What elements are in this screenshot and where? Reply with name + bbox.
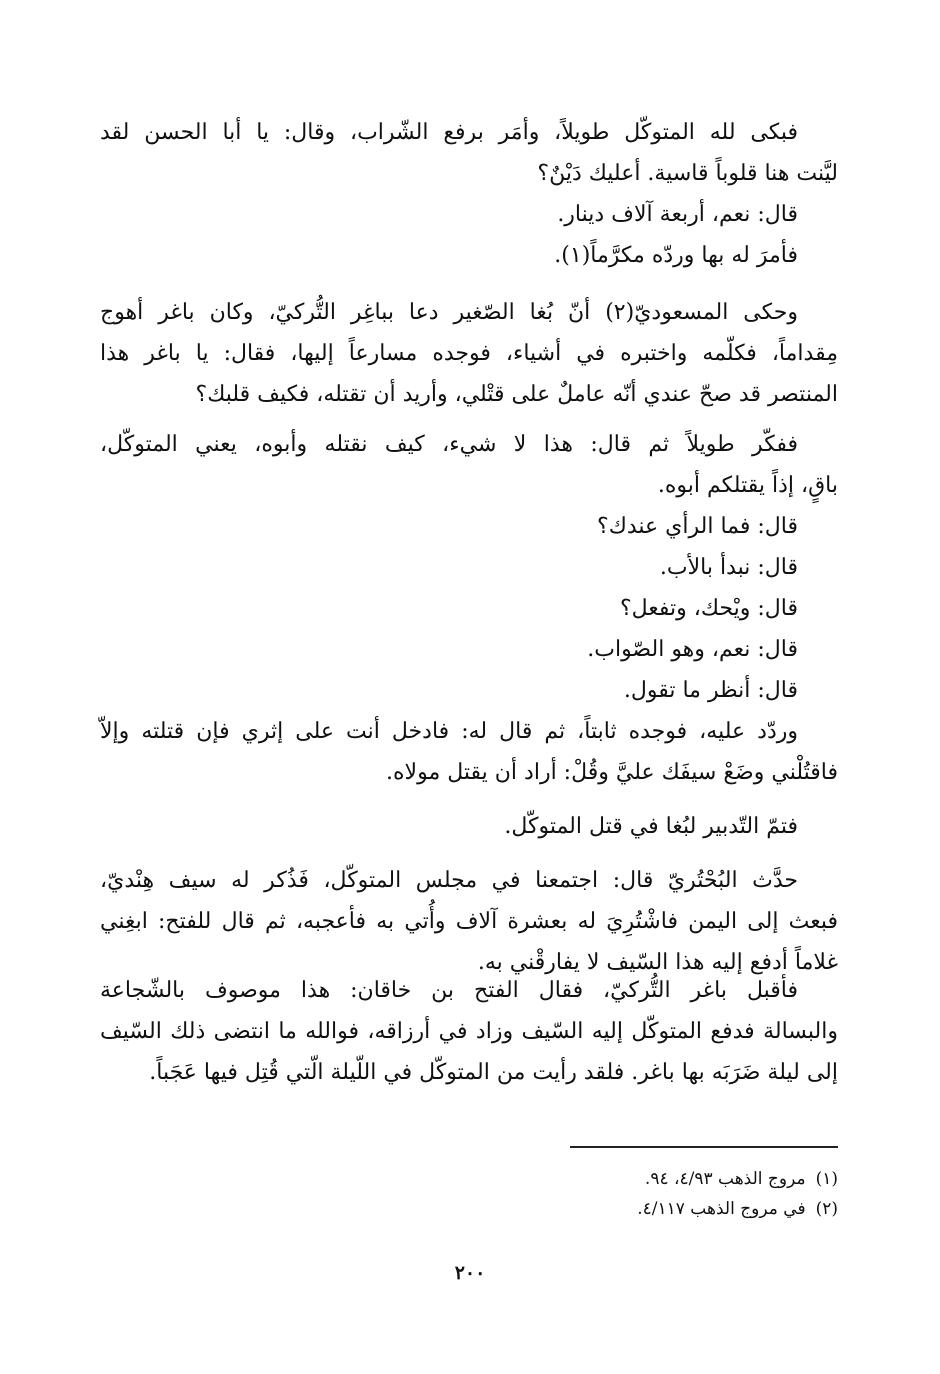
text-line: إلى ليلة ضَرَبَه بها باغر. فلقد رأيت من المتوكّل في اللّيلة الّتي قُتِل فيها عَجَباً.: [149, 1060, 838, 1085]
paragraph: [100, 112, 838, 276]
page-number: ٢٠٠: [454, 1262, 486, 1284]
text-line: وردّد عليه، فوجده ثابتاً، ثم قال له: فادخل أنت على إثري فإن قتلته وإلاّ: [100, 719, 798, 744]
paragraph: [100, 860, 838, 983]
paragraph: [100, 806, 838, 847]
footnote-text: مروج الذهب ٤/٩٣، ٩٤.: [644, 1169, 806, 1189]
paragraph: [100, 292, 838, 415]
text-line: فبكى لله المتوكّل طويلاً، وأمَر برفع الشّراب، وقال: يا أبا الحسن لقد: [100, 120, 798, 145]
text-line: وحكى المسعوديّ(٢) أنّ بُغا الصّغير دعا بباغِر التُّركيّ، وكان باغر أهوج: [100, 300, 798, 325]
text-line: قال: نبدأ بالأب.: [659, 555, 798, 580]
footnote-divider: [570, 1146, 838, 1148]
text-line: فاقتُلْني وضَعْ سيفَك عليَّ وقُلْ: أراد أن يقتل مولاه.: [386, 760, 838, 785]
text-line: المنتصر قد صحّ عندي أنّه عاملٌ على قتْلي، وأريد أن تقتله، فكيف قلبك؟: [195, 382, 838, 407]
text-line: قال: ويْحك، وتفعل؟: [619, 596, 798, 621]
footnotes: [420, 1164, 838, 1224]
text-line: ليَّنت هنا قلوباً قاسية. أعليك دَيْنٌ؟: [537, 161, 838, 186]
text-line: قال: نعم، وهو الصّواب.: [587, 637, 798, 662]
text-line: والبسالة فدفع المتوكّل إليه السّيف وزاد في أرزاقه، فوالله ما انتضى ذلك السّيف: [100, 1019, 838, 1044]
text-line: غلاماً أدفع إليه هذا السّيف لا يفارقْني به.: [477, 950, 838, 975]
text-line: فأمرَ له بها وردّه مكرَّماً(١).: [554, 243, 798, 268]
text-line: فبعث إلى اليمن فاشْتُرِيَ له بعشرة آلاف وأُتي به فأعجبه، ثم قال للفتح: ابغِني: [100, 909, 838, 934]
text-line: قال: نعم، أربعة آلاف دينار.: [557, 202, 798, 227]
text-line: ففكّر طويلاً ثم قال: هذا لا شيء، كيف نقتله وأبوه، يعني المتوكّل،: [100, 432, 798, 457]
footnote-1: [420, 1164, 838, 1194]
footnote-number: (٢): [815, 1199, 838, 1219]
footnote-number: (١): [815, 1169, 838, 1189]
paragraph: [100, 424, 838, 793]
text-line: مِقداماً، فكلّمه واختبره في أشياء، فوجده مسارعاً إليها، فقال: يا باغر هذا: [100, 341, 838, 366]
text-line: فتمّ التّدبير لبُغا في قتل المتوكّل.: [504, 814, 798, 839]
text-line: قال: فما الرأي عندك؟: [597, 514, 798, 539]
text-line: قال: أنظر ما تقول.: [623, 678, 798, 703]
text-line: باقٍ، إذاً يقتلكم أبوه.: [657, 473, 838, 498]
text-line: حدَّث البُحْتُريّ قال: اجتمعنا في مجلس المتوكّل، فَذُكر له سيف هِنْديّ،: [100, 868, 798, 893]
footnote-2: [420, 1194, 838, 1224]
text-line: فأقبل باغر التُّركيّ، فقال الفتح بن خاقان: هذا موصوف بالشّجاعة: [100, 978, 798, 1003]
footnote-text: في مروج الذهب ٤/١١٧.: [637, 1199, 806, 1219]
paragraph: [100, 970, 838, 1093]
